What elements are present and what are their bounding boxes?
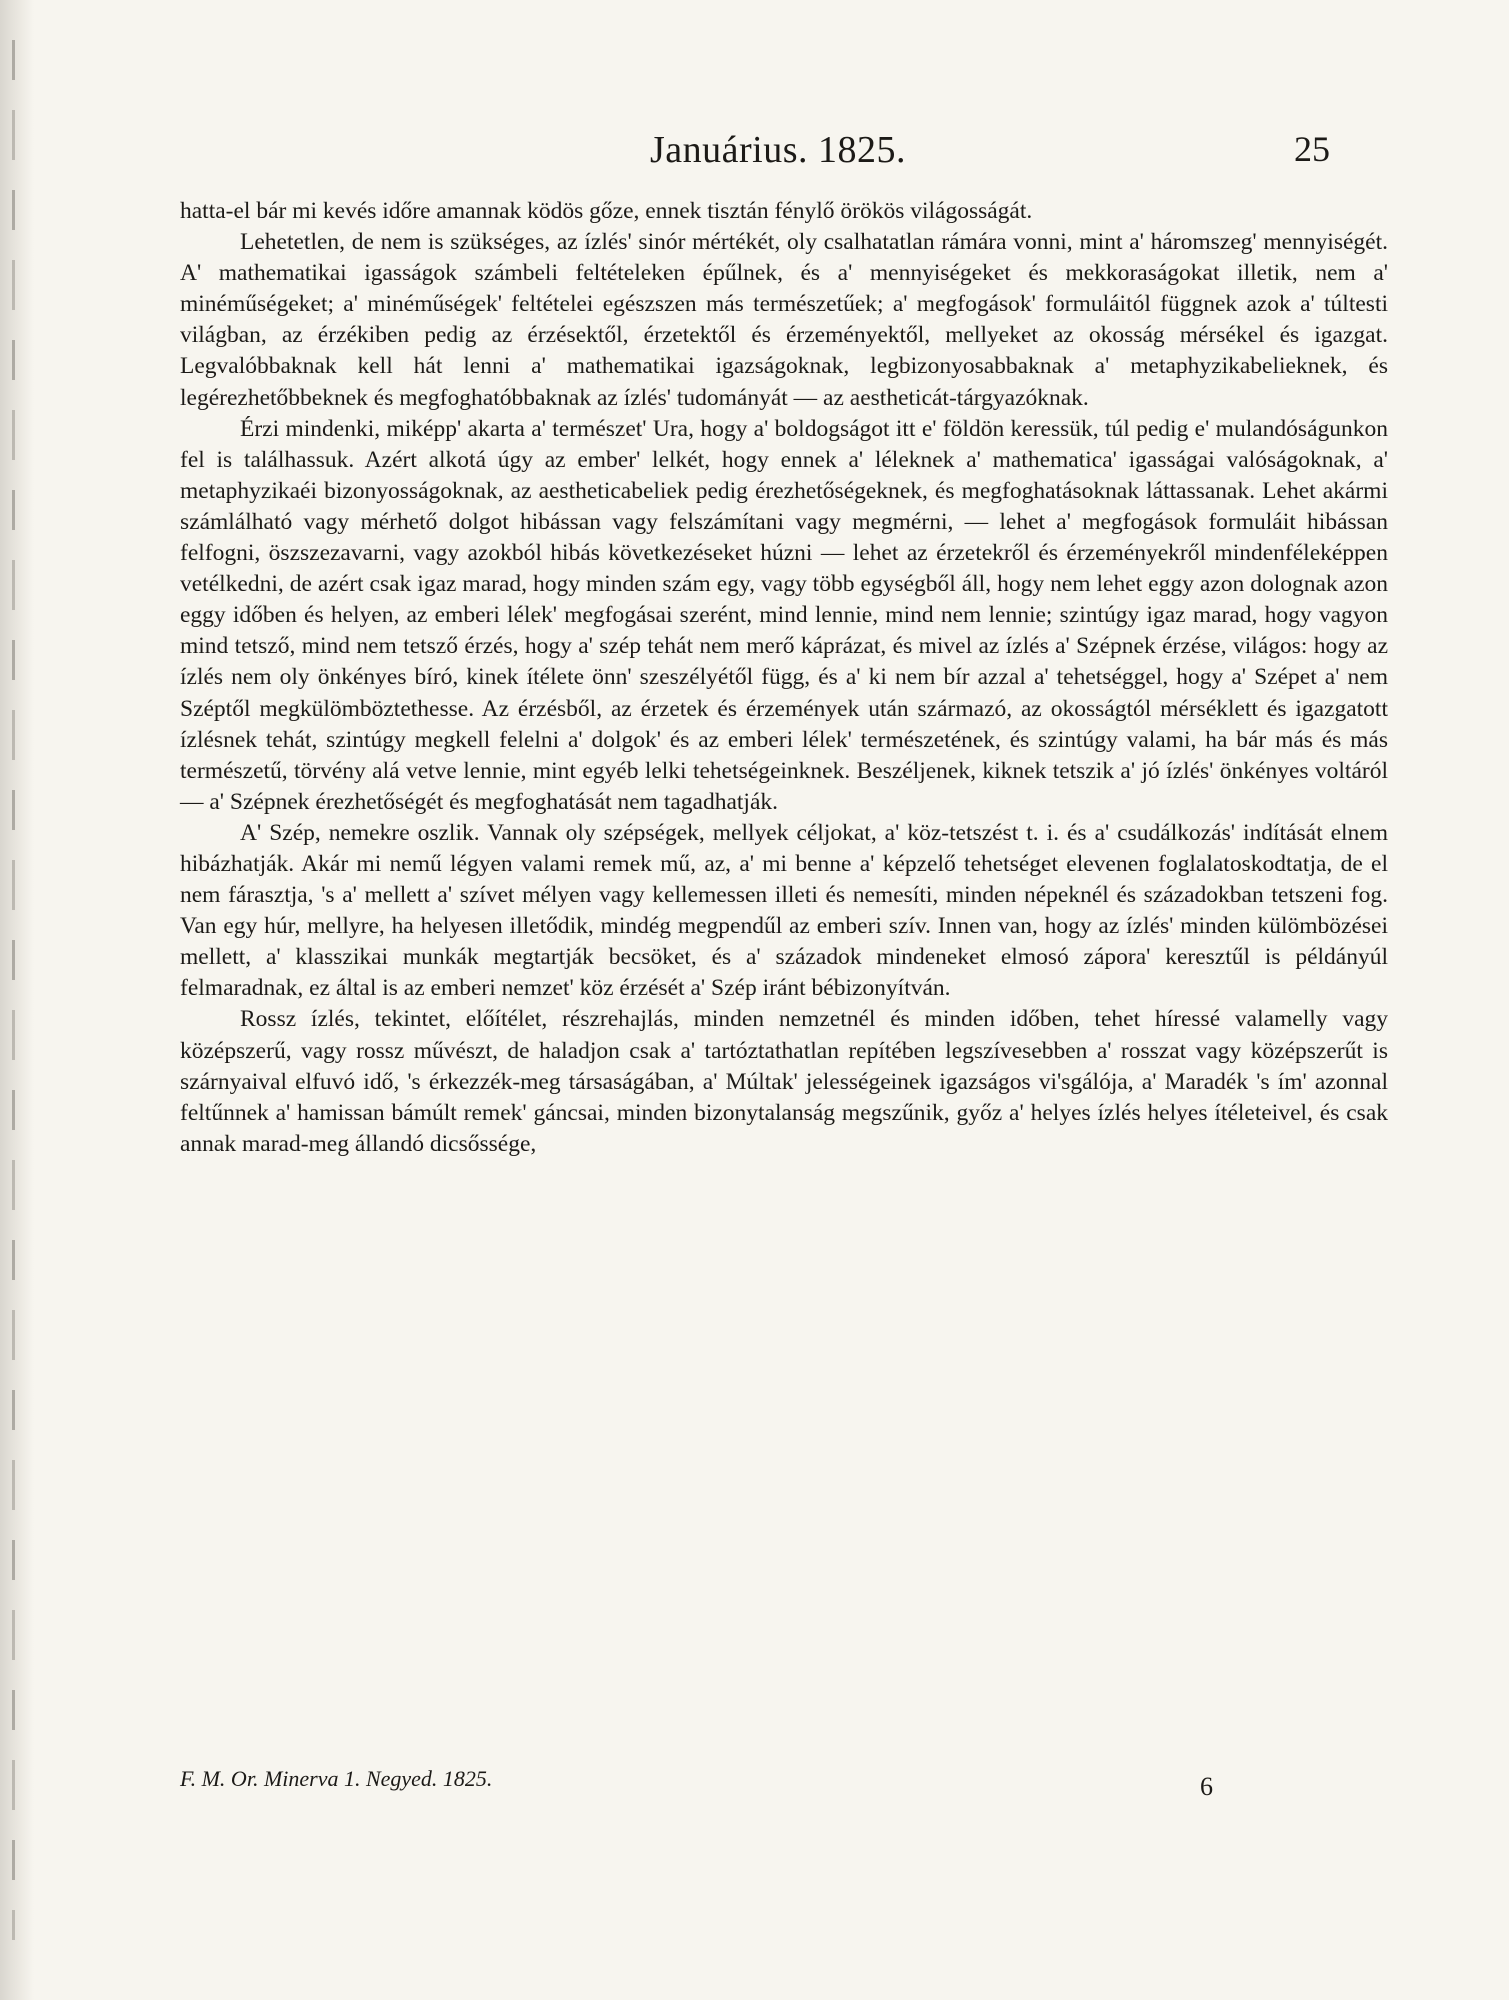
page-footer xyxy=(180,1766,1340,1802)
paragraph-continuation: hatta-el bár mi kevés időre amannak ködös gőze, ennek tisztán fénylő örökös világosságát. xyxy=(180,198,1033,224)
running-head xyxy=(180,128,1340,174)
paragraph: Érzi mindenki, miképp' akarta a' természet' Ura, hogy a' boldogságot itt e' földön keressük, túl pedig e' mulandóságunkon fel is találhassuk. Azért alkotá úgy az ember' lelkét, hogy ennek a' léleknek a' mathematica' igasságai valóságoknak, a' metaphyzikaéi bizonyosságoknak, az aestheticabeliek pedig érezhetőségeknek, és megfoghatásoknak láttassanak. Lehet akármi számlálható vagy mérhető dolgot hibássan vagy felszámítani vagy megmérni, — lehet a' megfogások formuláit hibássan felfogni, öszszezavarni, vagy azokból hibás következéseket húzni — lehet az érzetekről és érzeményekről mindenféleképpen vetélkedni, de azért csak igaz marad, hogy minden szám egy, vagy több egységből áll, hogy nem lehet eggy azon dolognak azon eggy időben és helyen, az emberi lélek' megfogásai szerént, mind lennie, mind nem lennie; szintúgy igaz marad, hogy vagyon mind tetsző, mind nem tetsző érzés, hogy a' szép tehát nem merő káprázat, és mivel az ízlés a' Szépnek érzése, világos: hogy az ízlés nem oly önkényes bíró, kinek ítélete önn' szeszélyétől függ, és a' ki nem bír azzal a' tehetséggel, hogy a' Szépet a' nem Széptől megkülömböztethesse. Az érzésből, az érzetek és érzemények után származó, az okosságtól mérséklett és igazgatott ízlésnek tehát, szintúgy megkell felelni a' dolgok' és az emberi lélek' természetének, és szintúgy valami, ha bár más és más természetű, törvény alá vetve lennie, mint egyéb lelki tehetségeinknek. Beszéljenek, kiknek tetszik a' jó ízlés' önkényes voltáról — a' Szépnek érezhetőségét és megfoghatását nem tagadhatják. xyxy=(180,415,1388,815)
sheet-number: 6 xyxy=(1200,1772,1213,1801)
paragraph: A' Szép, nemekre oszlik. Vannak oly szépségek, mellyek céljokat, a' köz-tetszést t. i. és a' csudálkozás' indítását elnem hibázhatják. Akár mi nemű légyen valami remek mű, az, a' mi benne a' képzelő tehetséget elevenen foglalatoskodtatja, de el nem fárasztja, 's a' mellett a' szívet mélyen vagy kellemessen illeti és nemesíti, minden népeknél és századokban tetszeni fog. Van egy húr, mellyre, ha helyesen illetődik, mindég megpendűl az emberi szív. Innen van, hogy az ízlés' minden külömbözései mellett, a' klasszikai munkák megtartják becsöket, és a' századok mindeneket elmosó zápora' keresztűl is példányúl felmaradnak, ez által is az emberi nemzet' köz érzését a' Szép iránt bébizonyítván. xyxy=(180,819,1388,1002)
page-number: 25 xyxy=(1294,129,1330,169)
paragraph: Lehetetlen, de nem is szükséges, az ízlés' sinór mértékét, oly csalhatatlan rámára vonni, mint a' háromszeg' mennyiségét. A' mathematikai igasságok számbeli feltételeken épűlnek, és a' mennyiségeket és mekkoraságokat illetik, nem a' minéműségeket; a' minéműségek' feltételei egészszen más természetűek; a' megfogások' formuláitól függnek azok a' túltesti világban, az érzékiben pedig az érzésektől, érzetektől és érzeményektől, mellyeket az okosság mérsékel és igazgat. Legvalóbbaknak kell hát lenni a' mathematikai igazságoknak, legbizonyosabbaknak a' metaphyzikabelieknek, és legérezhetőbbeknek és megfoghatóbbaknak az ízlés' tudományát — az aestheticát-tárgyazóknak. xyxy=(180,229,1388,411)
signature-line: F. M. Or. Minerva 1. Negyed. 1825. xyxy=(180,1766,493,1791)
running-title: Januárius. 1825. xyxy=(650,129,907,171)
body-text xyxy=(180,196,1388,1160)
paragraph: Rossz ízlés, tekintet, előítélet, részrehajlás, minden nemzetnél és minden időben, tehet híressé valamelly vagy középszerű, vagy rossz művészt, de haladjon csak a' tartóztathatlan repítében legszívesebben a' rosszat vagy középszerűt is szárnyaival elfuvó idő, 's érkezzék-meg társaságában, a' Múltak' jelességeinek igazságos vi'sgálója, a' Maradék 's ím' azonnal feltűnnek a' hamissan bámúlt remek' gáncsai, minden bizonytalanság megszűnik, győz a' helyes ízlés helyes ítéleteivel, és csak annak marad-meg állandó dicsőssége, xyxy=(180,1006,1388,1157)
